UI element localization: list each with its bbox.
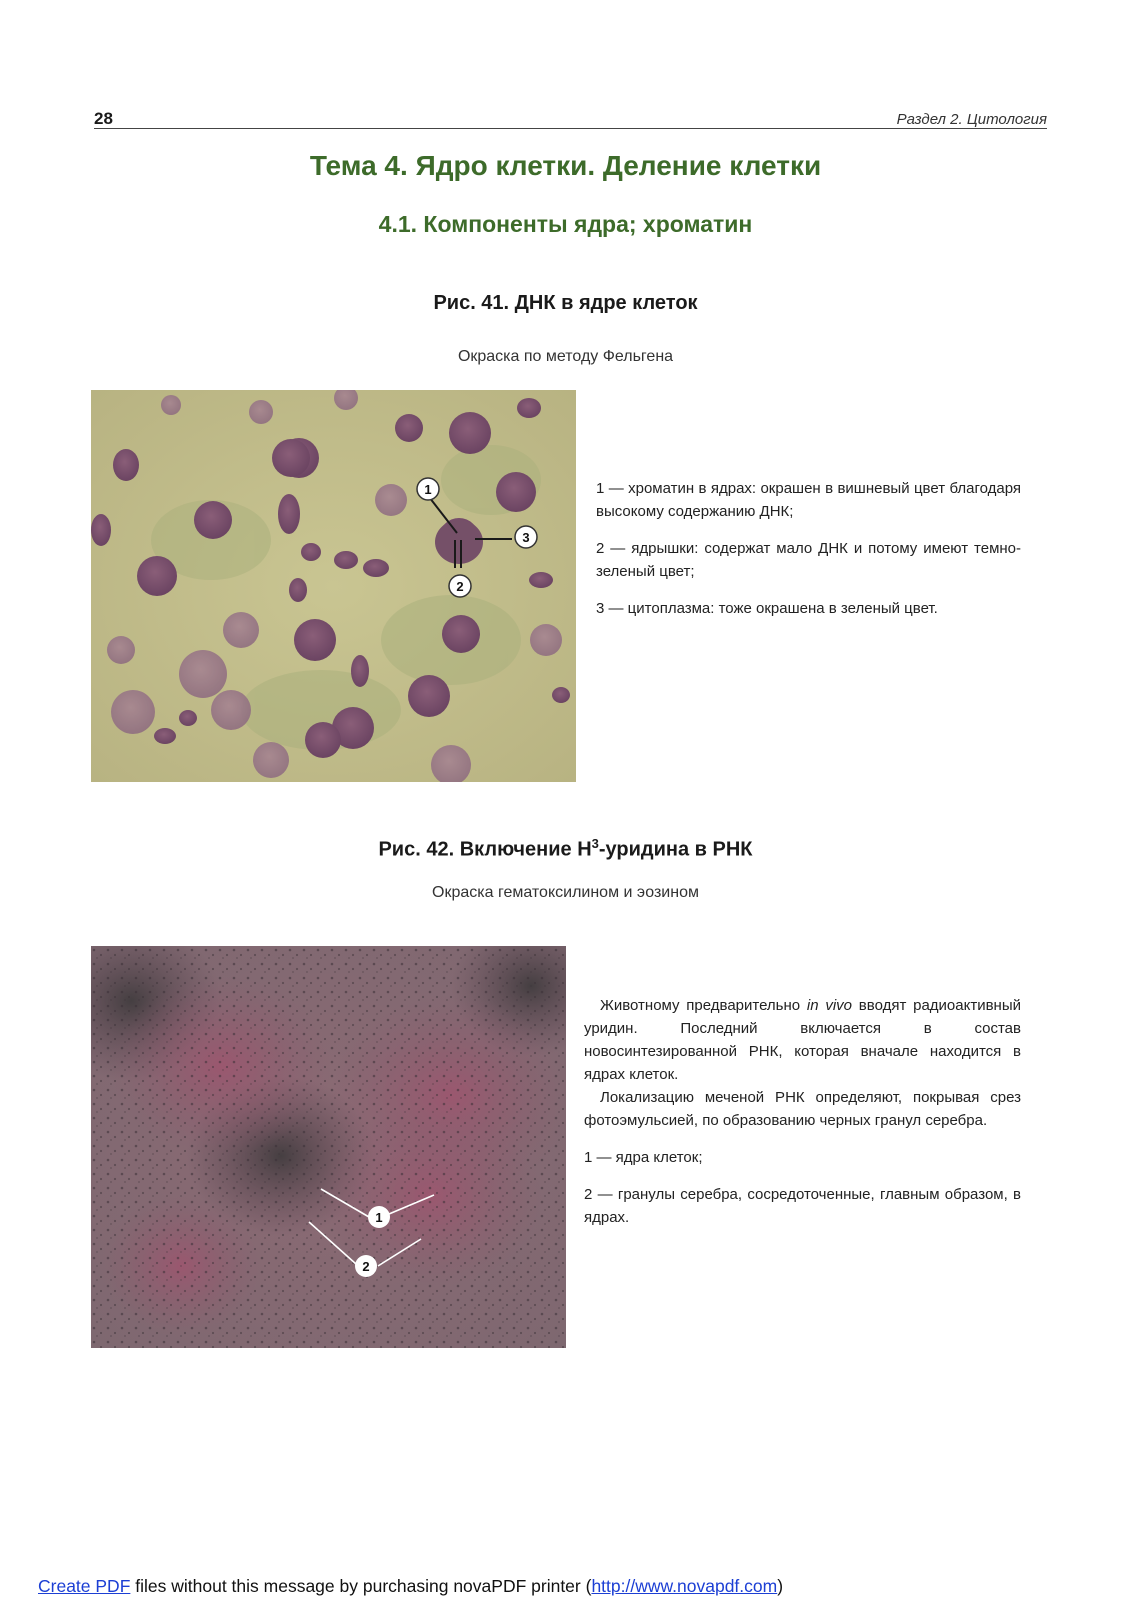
legend-item: 1 — ядра клеток; (584, 1149, 703, 1166)
figure-41-legend (596, 477, 1021, 634)
svg-text:1: 1 (424, 482, 432, 497)
figure-41-staining: Окраска по методу Фельгена (457, 348, 674, 365)
figure-42-staining: Окраска гематоксилином и эозином (432, 884, 699, 901)
description-paragraph-2: Локализацию меченой РНК определяют, покрывая срез фотоэмульсией, по образованию черных гранул серебра. (584, 1089, 1021, 1129)
header-rule (94, 128, 1047, 129)
figure-41-title: Рис. 41. ДНК в ядре клеток (433, 292, 698, 314)
legend-item: 2 — гранулы серебра, сосредоточенные, главным образом, в ядрах. (584, 1186, 1021, 1226)
legend-item: 1 — хроматин в ядрах: окрашен в вишневый цвет благодаря высокому содержанию ДНК; (596, 480, 1021, 520)
figure-42-marker-1 (368, 1206, 390, 1228)
figure-42-marker-2 (355, 1255, 377, 1277)
svg-text:1: 1 (375, 1210, 383, 1225)
figure-42-micrograph (91, 946, 566, 1348)
footer-notice: Create PDF files without this message by purchasing novaPDF printer (http://www.novapdf.com) (38, 1576, 784, 1596)
description-paragraph-1: Животному предварительно in vivo вводят радиоактивный уридин. Последний включается в состав новосинтезированной РНК, которая вначале находится в ядрах клеток. (584, 997, 1021, 1083)
figure-41-marker-2 (449, 575, 471, 597)
svg-text:3: 3 (522, 530, 530, 545)
topic-title: Тема 4. Ядро клетки. Деление клетки (309, 150, 822, 181)
create-pdf-link[interactable]: Create PDF (38, 1576, 131, 1596)
svg-text:2: 2 (362, 1259, 370, 1274)
figure-42-title: Рис. 42. Включение $Н^3$-уридина в РНК (378, 836, 753, 861)
page-number: 28 (94, 109, 113, 128)
figure-41-marker-3 (515, 526, 537, 548)
legend-item: 3 — цитоплазма: тоже окрашена в зеленый цвет. (596, 600, 938, 617)
section-title: 4.1. Компоненты ядра; хроматин (378, 211, 753, 237)
figure-42-description (584, 994, 1021, 1243)
figure-41-marker-1 (417, 478, 439, 500)
legend-item: 2 — ядрышки: содержат мало ДНК и потому имеют темно-зеленый цвет; (596, 540, 1021, 580)
figure-41-micrograph (91, 390, 576, 782)
novapdf-link[interactable]: http://www.novapdf.com (591, 1576, 778, 1596)
svg-text:2: 2 (456, 579, 464, 594)
running-head: Раздел 2. Цитология (896, 111, 1047, 128)
